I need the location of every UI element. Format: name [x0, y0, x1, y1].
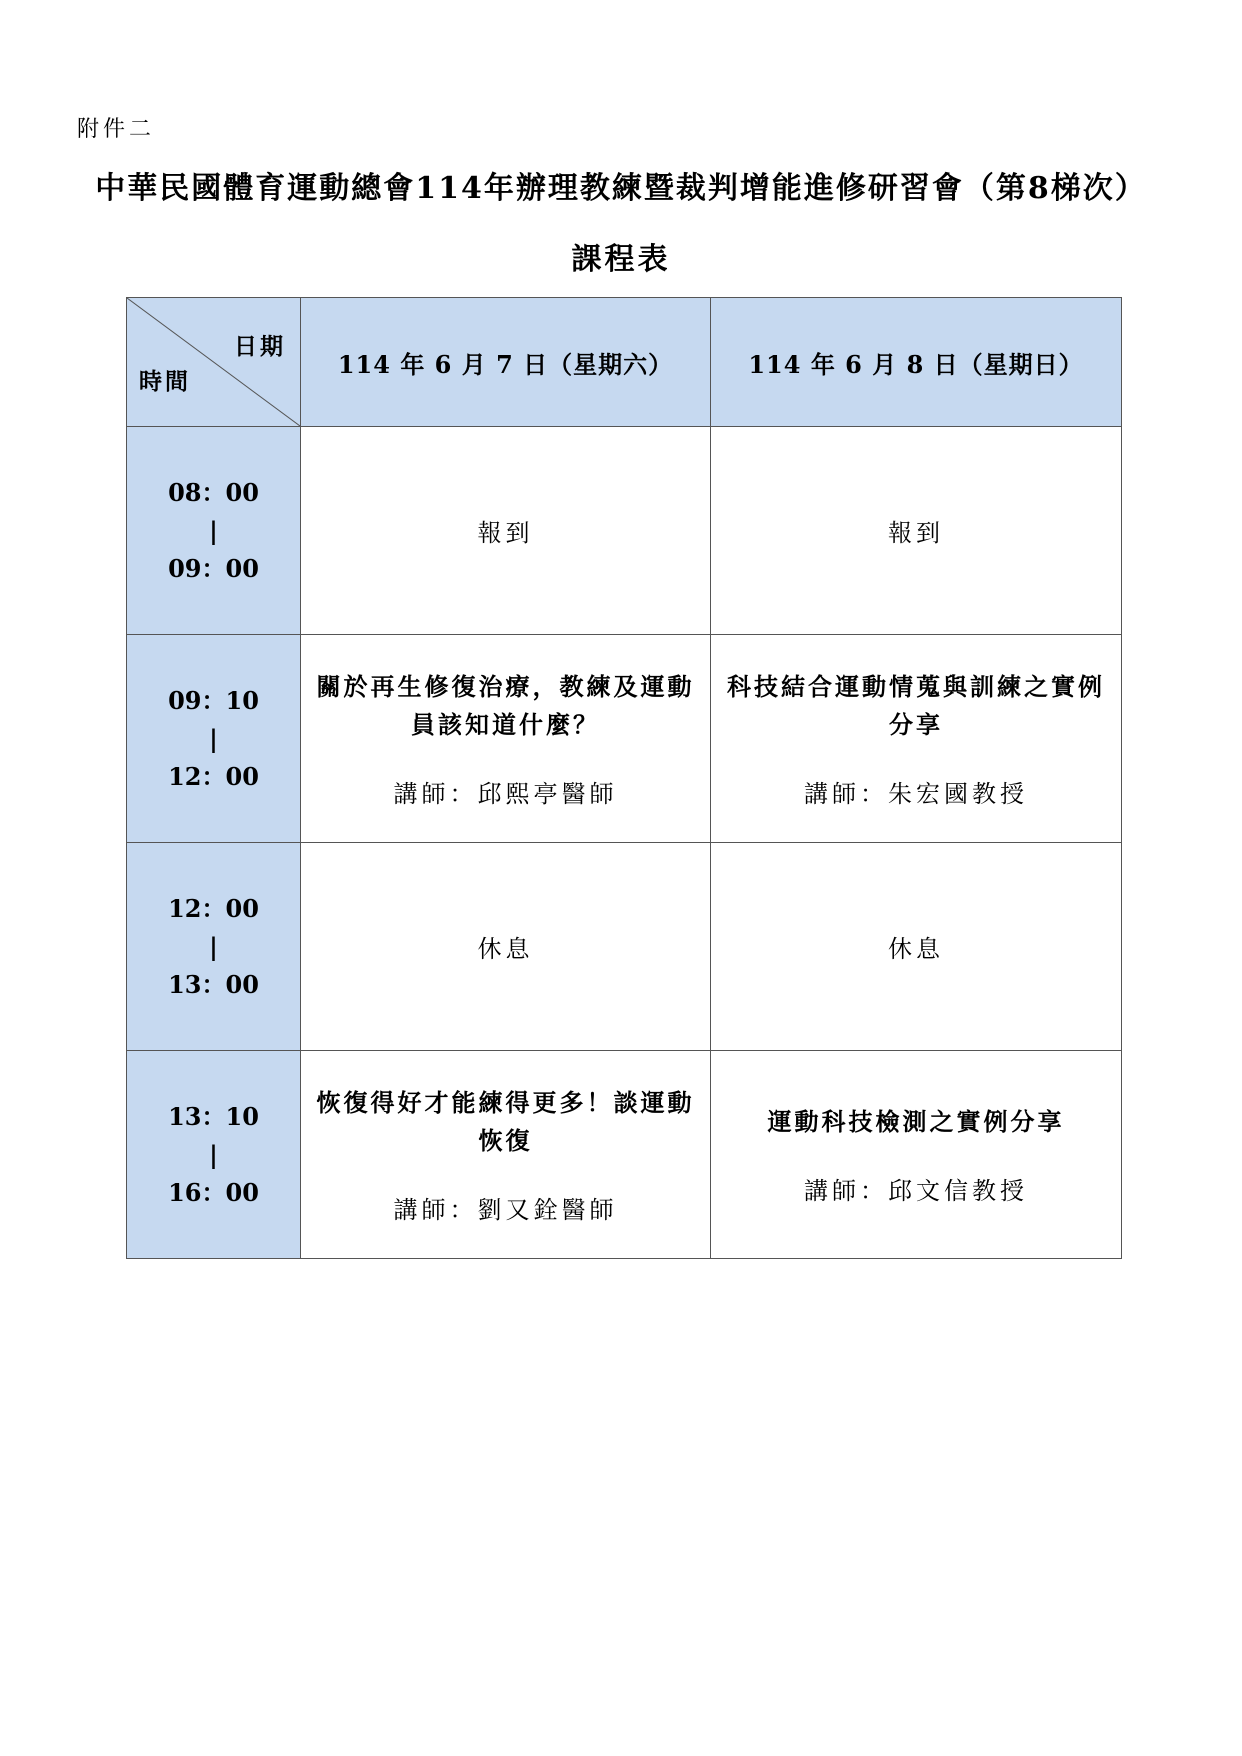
time-separator: | [209, 1139, 218, 1169]
session-lecturer: 講師：邱文信教授 [804, 1177, 1028, 1205]
session-lecturer: 講師：邱熙亭醫師 [393, 780, 618, 808]
time-end: 12：00 [168, 761, 259, 791]
time-cell [127, 843, 301, 1051]
time-start: 12：00 [168, 893, 259, 923]
session-lecturer: 講師：劉又銓醫師 [393, 1196, 618, 1224]
header-row [127, 298, 1122, 427]
diagonal-line [127, 298, 300, 426]
session-lecturer: 講師：朱宏國教授 [804, 780, 1028, 808]
time-cell [127, 1051, 301, 1259]
day2-header: 114 年 6 月 8 日（星期日） [711, 298, 1122, 427]
time-start: 09：10 [168, 685, 259, 715]
day2-session: 報到 [711, 427, 1122, 635]
day1-session: 報到 [301, 427, 711, 635]
attachment-label: 附件二 [77, 117, 156, 142]
time-start: 08：00 [168, 477, 259, 507]
time-separator: | [209, 723, 218, 753]
schedule-table [126, 297, 1122, 1259]
day1-header: 114 年 6 月 7 日（星期六） [301, 298, 711, 427]
time-end: 16：00 [168, 1177, 259, 1207]
time-cell [127, 427, 301, 635]
time-cell [127, 635, 301, 843]
day2-session [711, 635, 1122, 843]
document-subtitle: 課程表 [571, 242, 671, 277]
corner-cell [127, 298, 301, 427]
day1-session: 休息 [301, 843, 711, 1051]
day2-session [711, 1051, 1122, 1259]
session-topic: 恢復得好才能練得更多！談運動恢復 [316, 1088, 695, 1155]
session-topic: 關於再生修復治療，教練及運動員該知道什麼？ [316, 672, 695, 739]
document-title: 中華民國體育運動總會114年辦理教練暨裁判增能進修研習會（第8梯次） [95, 171, 1147, 206]
table-row [127, 427, 1122, 635]
table-row [127, 635, 1122, 843]
day2-session: 休息 [711, 843, 1122, 1051]
table-row [127, 1051, 1122, 1259]
day1-session [301, 635, 711, 843]
corner-date-label: 日期 [234, 333, 286, 360]
corner-time-label: 時間 [139, 368, 191, 395]
time-separator: | [209, 931, 218, 961]
time-end: 13：00 [168, 969, 259, 999]
time-separator: | [209, 515, 218, 545]
time-end: 09：00 [168, 553, 259, 583]
day1-session [301, 1051, 711, 1259]
session-topic: 科技結合運動情蒐與訓練之實例分享 [727, 672, 1105, 739]
time-start: 13：10 [168, 1101, 259, 1131]
session-topic: 運動科技檢測之實例分享 [767, 1107, 1065, 1136]
table-row [127, 843, 1122, 1051]
